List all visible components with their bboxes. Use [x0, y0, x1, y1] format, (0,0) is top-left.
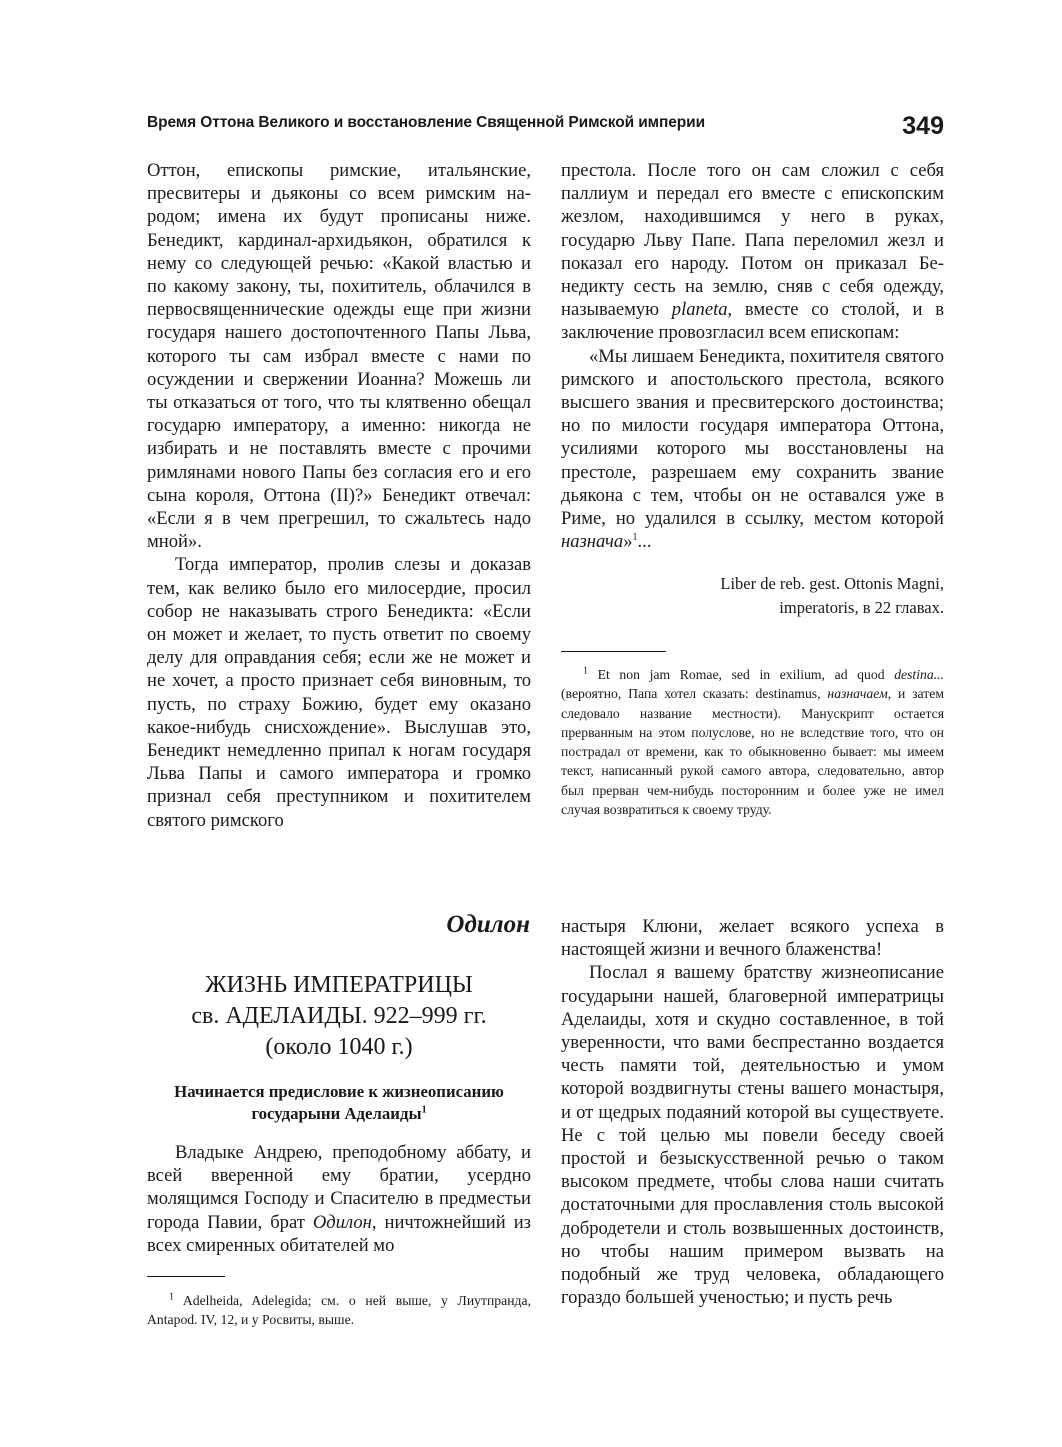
source-line: imperatoris, в 22 главах. [779, 598, 944, 617]
footnote-paragraph [561, 665, 944, 819]
title-line: св. АДЕЛАИДЫ. 922–999 гг. [191, 1003, 487, 1029]
body-paragraph: Тогда император, пролив слезы и доказав тем, как велико было его милосердие, просил собор не наказывать строго Бенедикта: «Если он может и желает, то пусть ответит по своему делу для оправдания себя; если же не может и не хочет, а просто признает себя виновным, то пусть, по страху Божию, будет ему оказано какое-нибудь снисхождение». Выслушав это, Бенедикт немедленно припал к ногам государя Льва Папы и самого императора и громко признал себя преступником и похитителем святого римского [147, 554, 531, 831]
footnote-paragraph [147, 1291, 531, 1330]
body-paragraph: настыря Клюни, желает всякого успеха в настоящей жизни и вечного блаженства! [561, 916, 944, 961]
text-run: Владыке Андрею, преподобному аббату, и всей вверенной ему братии, усердно молящимся Господу и Спасителю в предместьи города Павии, брат [147, 1142, 531, 1233]
page-number: 349 [902, 112, 944, 140]
work-title [147, 970, 531, 1063]
text-run: » [623, 531, 633, 553]
text-run: Et non jam Romae, sed in exilium, ad quod [588, 667, 895, 682]
upper-left-column [147, 159, 531, 832]
text-run: , вместе со столой, и в заключение провозгласил всем епископам: [561, 299, 945, 344]
source-citation [561, 572, 944, 620]
body-paragraph [561, 159, 944, 345]
title-line: (около 1040 г.) [265, 1034, 413, 1060]
body-paragraph: Послал я вашему братству жизнеописание государыни нашей, благоверной императрицы Аделаиды, хотя и скудно составленное, в той уверенности, что вами беспрестанно воздается честь памяти той, деятельностью и умом которой воздвигнуты стены вашего монастыря, и от щедрых подаяний которой вы существуете. Не с той целью мы повели беседу своей простой и безыскусственной речью о таком высоком предмете, чтобы слова наши считать достаточными для прославления столь высокой добродетели и столь возвышенных достоинств, но чтобы нашим примером вызвать на подобный же труд человека, обладающего гораздо большей ученостью; и пусть речь [561, 962, 944, 1309]
footnote-upper [561, 665, 944, 819]
lower-left-column [147, 1141, 531, 1257]
body-paragraph: Оттон, епископы римские, итальянские, пресвитеры и дьяконы со всем римским народом; имена их будут прописаны ниже. Бенедикт, кардинал-архидьякон, обратился к нему со следующей речью: «Какой властью и по какому закону, ты, похититель, облачился в первосвященнические одежды еще при жизни государя нашего достопочтенного Папы Льва, которого ты сам избрал вместе с нами по осуждении и свержении Иоанна? Можешь ли ты отказаться от того, что ты клятвенно обещал государю императору, а именно: никогда не избирать и не поставлять вместе с прочими римлянами нового Папы без согласия его и его сына короля, Оттона (II)?» Бенедикт отвечал: «Если я в чем прегрешил, то сжальтесь надо мной». [147, 160, 531, 553]
footnote-marker: 1 [632, 532, 638, 544]
section-heading [147, 1081, 531, 1124]
footnote-marker: 1 [169, 1291, 174, 1303]
italic-term: Одилон [312, 1211, 372, 1233]
body-paragraph [561, 345, 944, 554]
running-title: Время Оттона Великого и восстановление Священной Римской империи [147, 114, 706, 131]
text-run: государыни Аделаиды [251, 1103, 422, 1123]
italic-term: planeta [671, 299, 728, 321]
italic-term: destina... [894, 667, 944, 682]
heading-line: Начинается предисловие к жизнеописанию [174, 1082, 504, 1101]
footnote-divider [147, 1276, 225, 1277]
footnote-divider [561, 651, 666, 652]
heading-line [147, 1103, 531, 1125]
text-run: Adelheida, Adelegida; см. о ней выше, у Лиутпранда, Antapod. IV, 12, и у Росвиты, выше. [147, 1293, 531, 1328]
upper-right-column [561, 159, 944, 553]
footnote-lower [147, 1291, 531, 1330]
text-run: , и затем следовало название местности). Манускрипт остается прерванным на этом полуслове, но не вследствие того, что он пострадал от времени, как то обыкновенно бывает: мы имеем текст, написанный рукой самого автора, следовательно, автор был прерван чем-нибудь посторонним и более уже не имел случая возвратиться к своему труду. [561, 686, 944, 818]
footnote-marker: 1 [421, 1103, 427, 1115]
text-run: (вероятно, Папа хотел сказать: destinamus, [561, 686, 828, 702]
body-paragraph [147, 1141, 531, 1257]
lower-right-column [561, 915, 944, 1309]
author-name: Одилон [446, 911, 530, 938]
footnote-marker: 1 [583, 665, 588, 677]
title-line: ЖИЗНЬ ИМПЕРАТРИЦЫ [205, 972, 473, 998]
italic-term: назначаем [827, 686, 888, 702]
text-run: ... [637, 531, 652, 553]
source-line: Liber de reb. gest. Ottonis Magni, [720, 574, 944, 593]
text-run: престола. После того он сам сложил с себя паллиум и передал его вместе с епископским жезлом, находившимся у него в руках, государю Льву Папе. Папа переломил жезл и показал его народу. Потом он приказал Бенедикту сесть на землю, сняв с себя одежду, называемую [561, 160, 944, 321]
text-run: , ничтожнейший из всех смиренных обитателей мо [147, 1211, 531, 1256]
italic-term: назнача [561, 531, 624, 553]
text-run: «Мы лишаем Бенедикта, похитителя святого римского и апостольского престола, всякого высшего звания и пресвитерского достоинства; но по милости государя императора Оттона, усилиями которого мы восстановлены на престоле, разрешаем ему сохранить звание дьякона с тем, чтобы он не оставался уже в Риме, но удалился в ссылку, местом которой [561, 345, 944, 530]
